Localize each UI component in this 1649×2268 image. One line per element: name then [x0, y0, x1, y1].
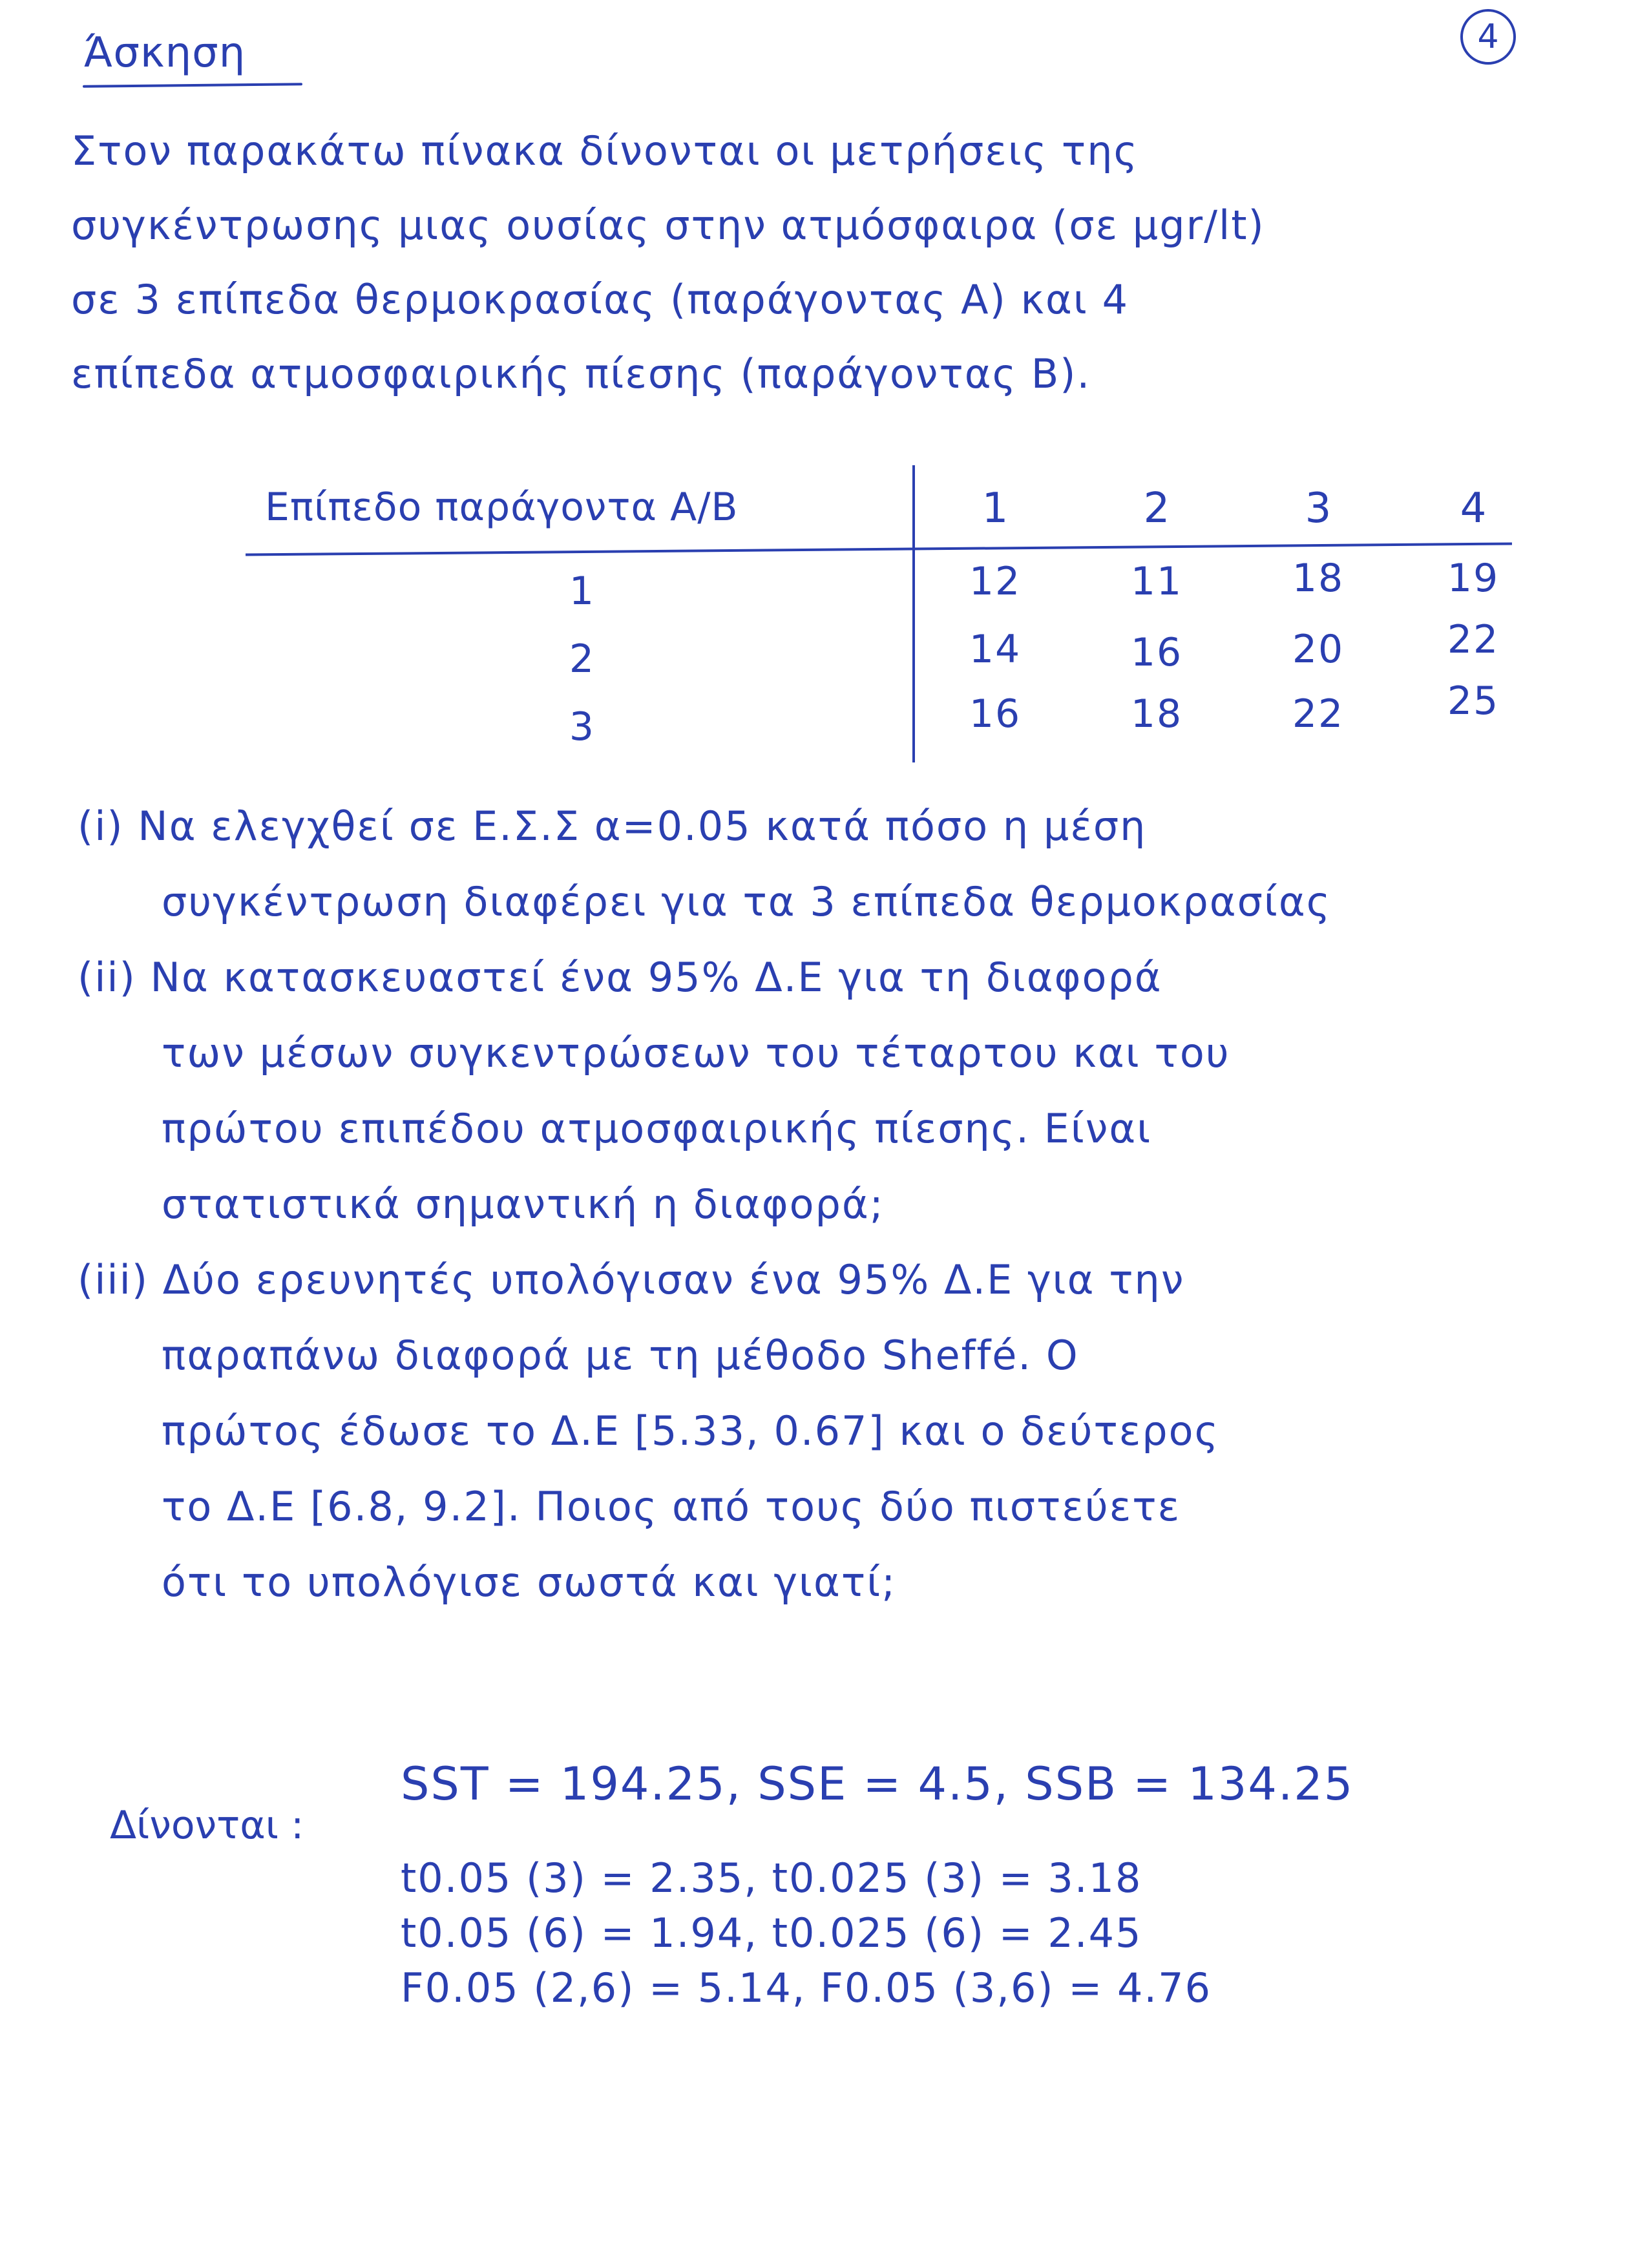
table-cell: 25 — [1447, 678, 1500, 724]
critical-values-line: t0.05 (6) = 1.94, t0.025 (6) = 2.45 — [401, 1909, 1142, 1957]
table-cell: 22 — [1447, 617, 1500, 662]
table-column-head: 3 — [1305, 485, 1332, 532]
given-label: Δίνονται : — [110, 1803, 304, 1848]
question-ii-line: στατιστικά σημαντική η διαφορά; — [162, 1181, 885, 1228]
problem-statement — [71, 129, 1609, 426]
table-header-label: Επίπεδο παράγοντα Α/Β — [265, 485, 739, 530]
exercise-title: Άσκηση — [84, 29, 246, 77]
table-row-level: 3 — [569, 704, 594, 750]
table-row-level: 1 — [569, 569, 594, 614]
table-cell: 18 — [1292, 556, 1345, 601]
critical-values-line: F0.05 (2,6) = 5.14, F0.05 (3,6) = 4.76 — [401, 1964, 1212, 2011]
questions-block — [78, 804, 1615, 1636]
table-row-level: 2 — [569, 636, 594, 682]
table-cell: 16 — [969, 691, 1022, 737]
question-i-line: (i) Να ελεγχθεί σε Ε.Σ.Σ α=0.05 κατά πόσο η μέση — [78, 803, 1147, 850]
table-cell: 16 — [1130, 630, 1183, 675]
question-iii-line: ότι το υπολόγισε σωστά και γιατί; — [162, 1559, 897, 1606]
table-column-head: 4 — [1460, 485, 1487, 532]
question-ii-line: πρώτου επιπέδου ατμοσφαιρικής πίεσης. Είναι — [162, 1105, 1152, 1152]
table-column-head: 1 — [982, 485, 1009, 532]
title-underline — [83, 83, 302, 88]
intro-line: σε 3 επίπεδα θερμοκρασίας (παράγοντας Α) και 4 — [71, 276, 1129, 323]
table-vertical-rule — [912, 465, 915, 762]
table-cell: 12 — [969, 559, 1022, 604]
question-iii-line: παραπάνω διαφορά με τη μέθοδο Sheffé. Ο — [162, 1332, 1079, 1379]
intro-line: επίπεδα ατμοσφαιρικής πίεσης (παράγοντας Β). — [71, 350, 1091, 397]
page-number-circle: 4 — [1460, 9, 1516, 65]
table-column-head: 2 — [1143, 485, 1170, 532]
intro-line: συγκέντρωσης μιας ουσίας στην ατμόσφαιρα (σε μgr/lt) — [71, 202, 1265, 249]
critical-values-line: t0.05 (3) = 2.35, t0.025 (3) = 3.18 — [401, 1854, 1142, 1902]
data-table — [246, 465, 1538, 769]
table-cell: 11 — [1130, 559, 1183, 604]
table-cell: 19 — [1447, 556, 1500, 601]
table-cell: 20 — [1292, 627, 1345, 672]
intro-line: Στον παρακάτω πίνακα δίνονται οι μετρήσεις της — [71, 127, 1139, 174]
table-horizontal-rule — [246, 542, 1512, 556]
question-i-line: συγκέντρωση διαφέρει για τα 3 επίπεδα θερμοκρασίας — [162, 878, 1332, 925]
question-iii-line: (iii) Δύο ερευνητές υπολόγισαν ένα 95% Δ.Ε για την — [78, 1256, 1185, 1303]
table-cell: 18 — [1130, 691, 1183, 737]
table-cell: 22 — [1292, 691, 1345, 737]
sum-of-squares: SST = 194.25, SSE = 4.5, SSB = 134.25 — [401, 1758, 1354, 1811]
question-ii-line: των μέσων συγκεντρώσεων του τέταρτου και του — [162, 1029, 1230, 1076]
table-cell: 14 — [969, 627, 1022, 672]
question-iii-line: το Δ.Ε [6.8, 9.2]. Ποιος από τους δύο πιστεύετε — [162, 1483, 1181, 1530]
question-ii-line: (ii) Να κατασκευαστεί ένα 95% Δ.Ε για τη διαφορά — [78, 954, 1162, 1001]
question-iii-line: πρώτος έδωσε το Δ.Ε [5.33, 0.67] και ο δεύτερος — [162, 1407, 1219, 1454]
